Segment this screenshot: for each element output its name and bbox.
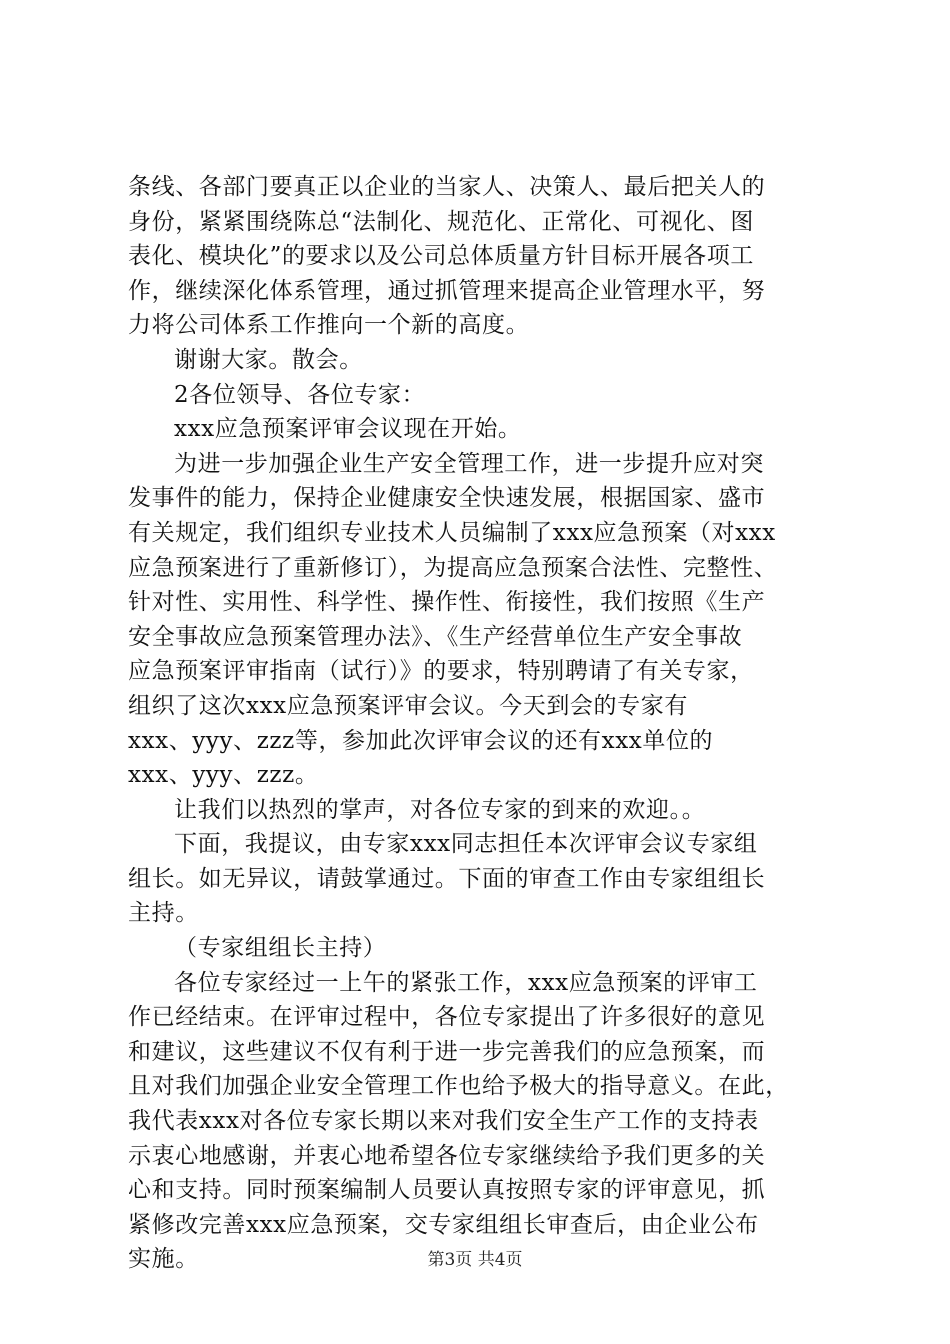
- text-line: 作，继续深化体系管理，通过抓管理来提高企业管理水平，努: [128, 277, 766, 304]
- text-line: （专家组组长主持）: [174, 935, 387, 962]
- text-line: 表化、模块化”的要求以及公司总体质量方针目标开展各项工: [128, 243, 754, 270]
- text-line: xxx、yyy、zzz等，参加此次评审会议的还有xxx单位的: [128, 727, 714, 754]
- text-line: 条线、各部门要真正以企业的当家人、决策人、最后把关人的: [128, 174, 766, 200]
- text-line: 为进一步加强企业生产安全管理工作，进一步提升应对突: [174, 450, 764, 477]
- text-line: 下面，我提议，由专家xxx同志担任本次评审会议专家组: [174, 831, 758, 858]
- text-line: xxx应急预案评审会议现在开始。: [174, 416, 522, 443]
- text-line: 示衷心地感谢，并衷心地希望各位专家继续给予我们更多的关: [128, 1142, 766, 1169]
- text-line: xxx、yyy、zzz。: [128, 762, 319, 789]
- text-line: 组长。如无异议，请鼓掌通过。下面的审查工作由专家组组长: [128, 865, 766, 892]
- page-footer: 第3页 共4页: [427, 1250, 523, 1270]
- text-line: 让我们以热烈的掌声，对各位专家的到来的欢迎。。: [174, 796, 706, 823]
- text-line: 2各位领导、各位专家：: [174, 381, 426, 408]
- text-line: 发事件的能力，保持企业健康安全快速发展，根据国家、盛市: [128, 485, 766, 512]
- text-line: 力将公司体系工作推向一个新的高度。: [128, 312, 530, 339]
- text-line: 和建议，这些建议不仅有利于进一步完善我们的应急预案，而: [128, 1038, 766, 1065]
- document-body: [128, 170, 828, 1277]
- text-line: 针对性、实用性、科学性、操作性、衔接性，我们按照《生产: [128, 589, 766, 616]
- text-line: 组织了这次xxx应急预案评审会议。今天到会的专家有: [128, 692, 688, 719]
- text-line: 我代表xxx对各位专家长期以来对我们安全生产工作的支持表: [128, 1108, 759, 1135]
- text-line: 心和支持。同时预案编制人员要认真按照专家的评审意见，抓: [128, 1177, 766, 1204]
- text-line: 紧修改完善xxx应急预案，交专家组组长审查后，由企业公布: [128, 1211, 759, 1238]
- text-line: 身份，紧紧围绕陈总“法制化、规范化、正常化、可视化、图: [128, 208, 754, 235]
- text-line: 有关规定，我们组织专业技术人员编制了xxx应急预案（对xxx: [128, 519, 776, 546]
- text-line: 安全事故应急预案管理办法》、《生产经营单位生产安全事故: [128, 623, 743, 650]
- text-line: 且对我们加强企业安全管理工作也给予极大的指导意义。在此，: [128, 1073, 789, 1100]
- text-line: 主持。: [128, 900, 199, 927]
- text-line: 实施。: [128, 1246, 199, 1273]
- text-line: 应急预案进行了重新修订），为提高应急预案合法性、完整性、: [128, 554, 778, 581]
- text-line: 应急预案评审指南（试行）》的要求，特别聘请了有关专家，: [128, 658, 754, 685]
- text-line: 各位专家经过一上午的紧张工作，xxx应急预案的评审工: [174, 969, 758, 996]
- text-line: 作已经结束。在评审过程中，各位专家提出了许多很好的意见: [128, 1004, 766, 1031]
- text-line: 谢谢大家。散会。: [174, 346, 363, 373]
